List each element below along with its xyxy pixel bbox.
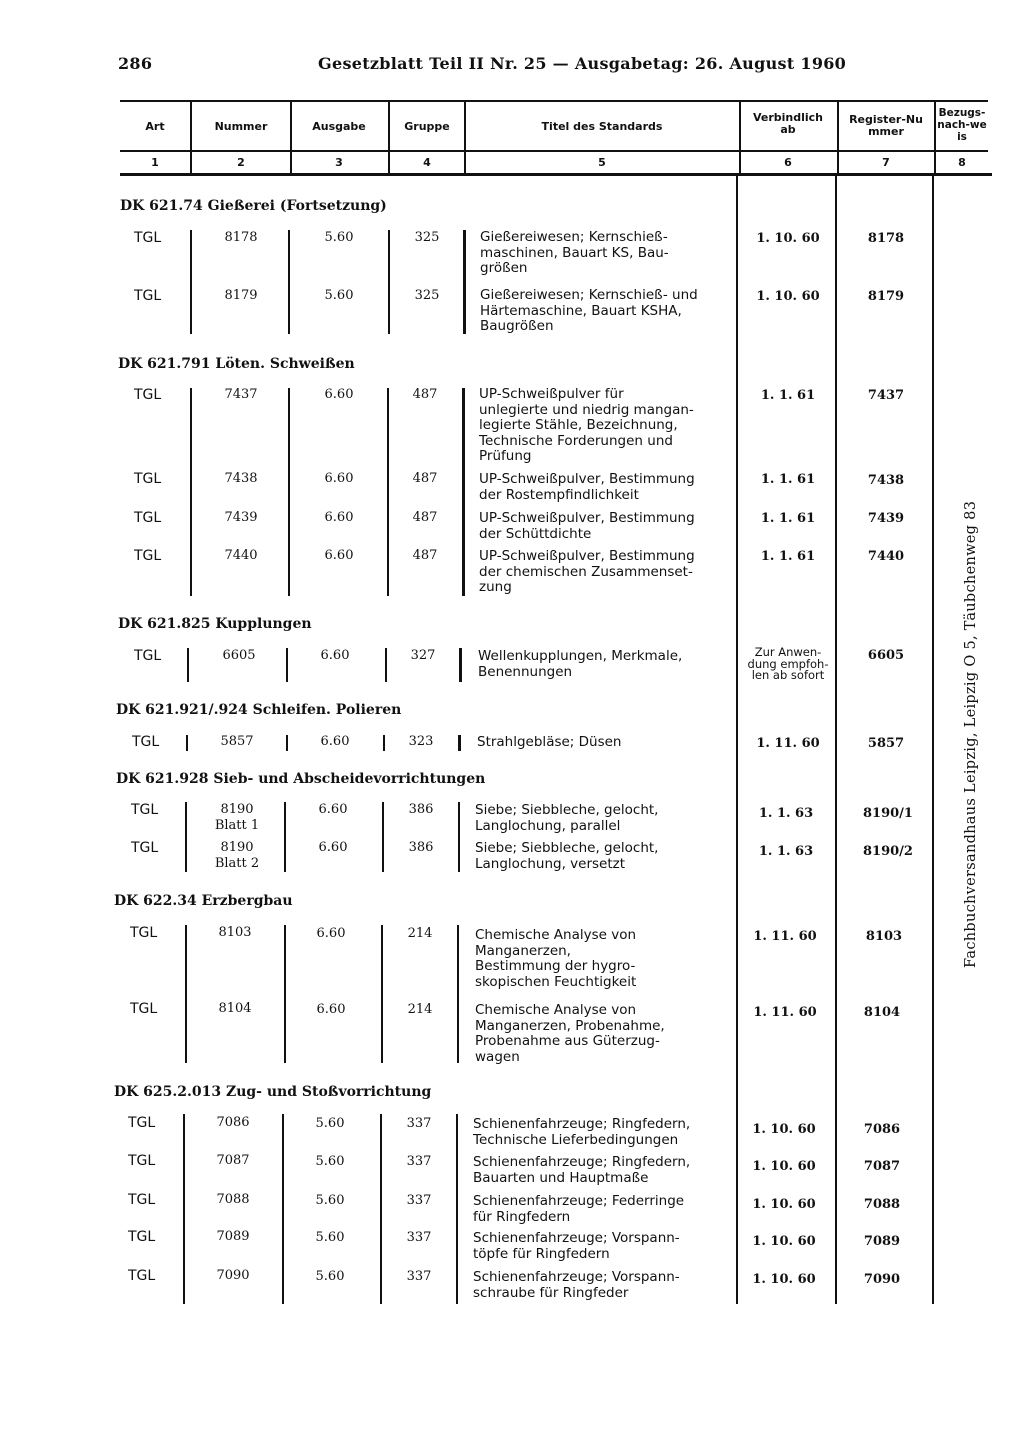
cell-titel: Siebe; Siebbleche, gelocht, Langlochung, versetzt [475, 840, 659, 872]
cell-gruppe: 214 [407, 926, 433, 941]
cell-register: 7089 [863, 1234, 901, 1249]
cell-register: 8103 [865, 929, 903, 944]
cell-nummer: 6605 [222, 648, 256, 663]
header-col-rule [837, 102, 839, 174]
cell-titel: Gießereiwesen; Kernschieß- und Härtemaschine, Bauart KSHA, Baugrößen [480, 287, 698, 334]
col-number-3: 3 [335, 156, 343, 169]
row-rule [286, 735, 288, 751]
cell-art: TGL [128, 1192, 156, 1208]
cell-nummer: 7439 [224, 510, 258, 525]
cell-nummer: 8178 [224, 230, 258, 245]
row-rule [286, 648, 288, 682]
cell-register: 7087 [863, 1159, 901, 1174]
cell-art: TGL [132, 734, 160, 750]
cell-gruppe: 325 [414, 288, 440, 303]
cell-gruppe: 327 [410, 648, 436, 663]
cell-titel: Schienenfahrzeuge; Federringe für Ringfedern [473, 1193, 685, 1225]
cell-ausgabe: 6.60 [320, 648, 350, 663]
cell-verbindlich: 1. 11. 60 [753, 1005, 817, 1020]
cell-nummer: 7440 [224, 548, 258, 563]
col-number-1: 1 [151, 156, 159, 169]
cell-nummer: 7086 [216, 1115, 250, 1130]
cell-art: TGL [128, 1153, 156, 1169]
cell-gruppe: 337 [406, 1193, 432, 1208]
cell-verbindlich: Zur Anwen- dung empfoh- len ab sofort [747, 645, 829, 682]
cell-verbindlich: 1. 10. 60 [752, 1234, 816, 1249]
row-rule [385, 648, 387, 682]
cell-gruppe: 337 [406, 1230, 432, 1245]
header-col-rule [739, 102, 741, 174]
cell-titel: UP-Schweißpulver, Bestimmung der Schüttdichte [479, 510, 695, 542]
cell-ausgabe: 5.60 [315, 1193, 345, 1208]
cell-ausgabe: 5.60 [315, 1154, 345, 1169]
section-heading: DK 622.34 Erzbergbau [114, 893, 293, 909]
cell-art: TGL [128, 1268, 156, 1284]
row-rule [456, 1114, 458, 1304]
cell-verbindlich: 1. 1. 63 [758, 844, 814, 859]
cell-ausgabe: 5.60 [315, 1116, 345, 1131]
cell-ausgabe: 6.60 [320, 734, 350, 749]
cell-art: TGL [134, 471, 162, 487]
cell-ausgabe: 6.60 [324, 548, 354, 563]
col-header-art: Art [145, 120, 165, 133]
cell-register: 5857 [867, 736, 905, 751]
cell-verbindlich: 1. 11. 60 [756, 736, 820, 751]
row-rule [187, 648, 189, 682]
cell-art: TGL [134, 648, 162, 664]
row-rule [190, 230, 192, 334]
row-rule [183, 1114, 185, 1304]
table-top-rule [120, 100, 988, 102]
cell-gruppe: 386 [408, 840, 434, 855]
cell-verbindlich: 1. 10. 60 [752, 1159, 816, 1174]
col-header-verbindlich: Verbindlich ab [752, 111, 824, 136]
header-col-rule [934, 102, 936, 174]
cell-register: 7439 [867, 511, 905, 526]
cell-register: 8179 [867, 289, 905, 304]
cell-nummer: 8190 Blatt 1 [214, 802, 260, 833]
cell-titel: UP-Schweißpulver für unlegierte und niedrig mangan- legierte Stähle, Bezeichnung, Technische Forderungen und Prüfung [479, 386, 694, 464]
cell-art: TGL [134, 510, 162, 526]
cell-titel: Wellenkupplungen, Merkmale, Benennungen [478, 648, 683, 680]
row-rule [380, 1114, 382, 1304]
cell-titel: Chemische Analyse von Manganerzen, Bestimmung der hygro- skopischen Feuchtigkeit [475, 927, 637, 990]
row-rule [288, 230, 290, 334]
cell-register: 8104 [863, 1005, 901, 1020]
cell-verbindlich: 1. 10. 60 [752, 1197, 816, 1212]
cell-titel: Schienenfahrzeuge; Vorspann- schraube für Ringfeder [473, 1269, 680, 1301]
cell-titel: Chemische Analyse von Manganerzen, Probenahme, Probenahme aus Güterzug- wagen [475, 1002, 665, 1065]
cell-gruppe: 487 [412, 548, 438, 563]
cell-ausgabe: 6.60 [316, 1002, 346, 1017]
section-heading: DK 621.74 Gießerei (Fortsetzung) [120, 198, 387, 214]
cell-gruppe: 487 [412, 387, 438, 402]
cell-verbindlich: 1. 1. 61 [760, 549, 816, 564]
cell-art: TGL [128, 1115, 156, 1131]
cell-art: TGL [128, 1229, 156, 1245]
cell-nummer: 7437 [224, 387, 258, 402]
cell-verbindlich: 1. 10. 60 [752, 1272, 816, 1287]
cell-titel: Schienenfahrzeuge; Ringfedern, Bauarten und Hauptmaße [473, 1154, 691, 1186]
cell-register: 6605 [867, 648, 905, 663]
cell-verbindlich: 1. 10. 60 [752, 1122, 816, 1137]
cell-gruppe: 337 [406, 1269, 432, 1284]
cell-register: 7088 [863, 1197, 901, 1212]
col-number-2: 2 [237, 156, 245, 169]
cell-gruppe: 325 [414, 230, 440, 245]
row-rule [282, 1114, 284, 1304]
cell-ausgabe: 6.60 [324, 387, 354, 402]
page-header-title: Gesetzblatt Teil II Nr. 25 — Ausgabetag: 26. August 1960 [318, 54, 847, 73]
cell-gruppe: 337 [406, 1154, 432, 1169]
cell-art: TGL [134, 288, 162, 304]
cell-ausgabe: 5.60 [315, 1230, 345, 1245]
section-heading: DK 625.2.013 Zug- und Stoßvorrichtung [114, 1084, 432, 1100]
cell-ausgabe: 6.60 [318, 802, 348, 817]
col-number-8: 8 [958, 156, 966, 169]
cell-verbindlich: 1. 10. 60 [756, 231, 820, 246]
row-rule [284, 925, 286, 1063]
header-col-rule [190, 102, 192, 174]
cell-titel: Schienenfahrzeuge; Vorspann- töpfe für Ringfedern [473, 1230, 680, 1262]
cell-art: TGL [134, 387, 162, 403]
cell-gruppe: 386 [408, 802, 434, 817]
cell-nummer: 7438 [224, 471, 258, 486]
cell-gruppe: 487 [412, 510, 438, 525]
row-rule [190, 388, 192, 596]
col-number-7: 7 [882, 156, 890, 169]
cell-register: 8190/1 [863, 806, 913, 821]
cell-ausgabe: 6.60 [324, 510, 354, 525]
row-rule [459, 648, 462, 682]
cell-gruppe: 337 [406, 1116, 432, 1131]
cell-gruppe: 323 [408, 734, 434, 749]
section-heading: DK 621.825 Kupplungen [118, 616, 312, 632]
cell-nummer: 7087 [216, 1153, 250, 1168]
header-bottom-rule [120, 173, 992, 176]
cell-ausgabe: 6.60 [316, 926, 346, 941]
col-number-5: 5 [598, 156, 606, 169]
cell-verbindlich: 1. 1. 63 [758, 806, 814, 821]
cell-ausgabe: 5.60 [315, 1269, 345, 1284]
cell-register: 8178 [867, 231, 905, 246]
cell-nummer: 5857 [220, 734, 254, 749]
row-rule [284, 802, 286, 872]
cell-gruppe: 214 [407, 1002, 433, 1017]
header-separator-rule [120, 150, 988, 152]
row-rule [388, 230, 390, 334]
cell-titel: Strahlgebläse; Düsen [477, 734, 622, 750]
page-number: 286 [118, 54, 153, 73]
col-header-bezug: Bezugs-nach-weis [937, 107, 987, 143]
row-rule [383, 735, 385, 751]
cell-verbindlich: 1. 10. 60 [756, 289, 820, 304]
cell-register: 7090 [863, 1272, 901, 1287]
col-number-6: 6 [784, 156, 792, 169]
cell-gruppe: 487 [412, 471, 438, 486]
row-rule [185, 802, 187, 872]
row-rule [288, 388, 290, 596]
cell-art: TGL [131, 802, 159, 818]
cell-titel: Schienenfahrzeuge; Ringfedern, Technische Lieferbedingungen [473, 1116, 691, 1148]
publisher-side-note: Fachbuchversandhaus Leipzig, Leipzig O 5, Täubchenweg 83 [963, 500, 979, 968]
cell-register: 8190/2 [863, 844, 913, 859]
section-heading: DK 621.921/.924 Schleifen. Polieren [116, 702, 402, 718]
cell-ausgabe: 5.60 [324, 288, 354, 303]
cell-art: TGL [130, 925, 158, 941]
header-col-rule [464, 102, 466, 174]
cell-art: TGL [130, 1001, 158, 1017]
row-rule [463, 230, 466, 334]
header-col-rule [290, 102, 292, 174]
cell-register: 7440 [867, 549, 905, 564]
header-col-rule [388, 102, 390, 174]
cell-verbindlich: 1. 1. 61 [760, 511, 816, 526]
col-number-4: 4 [423, 156, 431, 169]
cell-verbindlich: 1. 1. 61 [760, 472, 816, 487]
cell-titel: Siebe; Siebbleche, gelocht, Langlochung, parallel [475, 802, 659, 834]
cell-titel: Gießereiwesen; Kernschieß- maschinen, Bauart KS, Bau- größen [480, 229, 669, 276]
row-rule [387, 388, 389, 596]
row-rule [462, 388, 465, 596]
cell-art: TGL [131, 840, 159, 856]
cell-ausgabe: 6.60 [318, 840, 348, 855]
row-rule [382, 802, 384, 872]
row-rule [185, 925, 187, 1063]
col-header-register: Register-Nummer [849, 113, 923, 138]
cell-titel: UP-Schweißpulver, Bestimmung der chemischen Zusammenset- zung [479, 548, 695, 595]
cell-register: 7086 [863, 1122, 901, 1137]
row-rule [381, 925, 383, 1063]
row-rule [458, 735, 461, 751]
col-header-titel: Titel des Standards [541, 120, 663, 133]
cell-register: 7437 [867, 388, 905, 403]
cell-titel: UP-Schweißpulver, Bestimmung der Rostempfindlichkeit [479, 471, 695, 503]
cell-ausgabe: 6.60 [324, 471, 354, 486]
cell-nummer: 8104 [218, 1001, 252, 1016]
row-rule [458, 802, 460, 872]
cell-art: TGL [134, 548, 162, 564]
cell-nummer: 7090 [216, 1268, 250, 1283]
section-heading: DK 621.791 Löten. Schweißen [118, 356, 355, 372]
cell-ausgabe: 5.60 [324, 230, 354, 245]
cell-register: 7438 [867, 473, 905, 488]
cell-nummer: 8103 [218, 925, 252, 940]
cell-nummer: 8190 Blatt 2 [214, 840, 260, 871]
col-header-nummer: Nummer [214, 120, 268, 133]
col-header-gruppe: Gruppe [404, 120, 450, 133]
row-rule [457, 925, 459, 1063]
cell-verbindlich: 1. 1. 61 [760, 388, 816, 403]
cell-verbindlich: 1. 11. 60 [753, 929, 817, 944]
cell-nummer: 8179 [224, 288, 258, 303]
cell-nummer: 7088 [216, 1192, 250, 1207]
row-rule [186, 735, 188, 751]
col-header-ausgabe: Ausgabe [312, 120, 366, 133]
cell-art: TGL [134, 230, 162, 246]
cell-nummer: 7089 [216, 1229, 250, 1244]
section-heading: DK 621.928 Sieb- und Abscheidevorrichtungen [116, 771, 486, 787]
